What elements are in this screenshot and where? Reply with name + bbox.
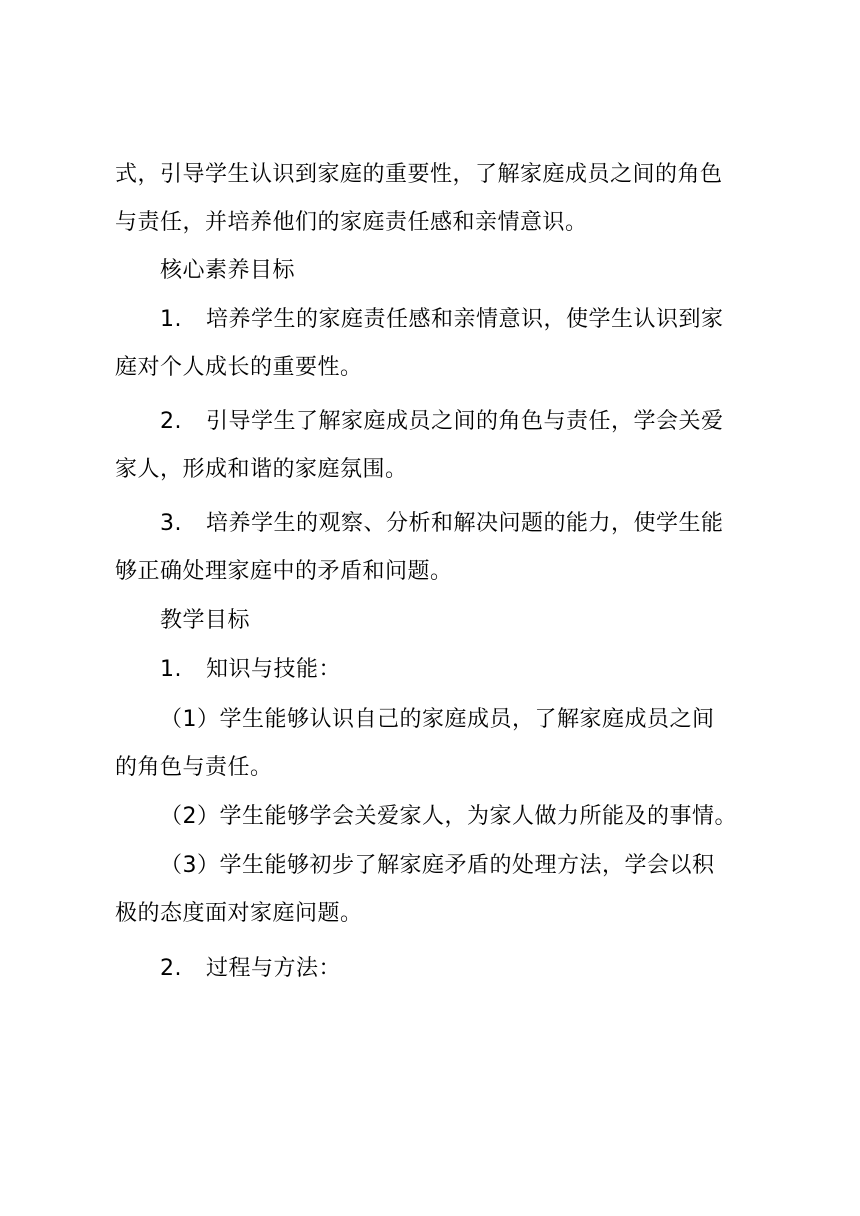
list-number: 1.: [160, 657, 182, 682]
list-number: 2.: [160, 409, 182, 434]
list-item-text: 培养学生的观察、分析和解决问题的能力，使学生能: [206, 511, 724, 536]
list-number: 3.: [160, 511, 182, 536]
sub-item-3: （3）学生能够初步了解家庭矛盾的处理方法，学会以积: [160, 853, 715, 878]
paragraph-line: 式，引导学生认识到家庭的重要性，了解家庭成员之间的角色: [115, 162, 723, 187]
paragraph-line: 庭对个人成长的重要性。: [115, 355, 363, 380]
paragraph-line: 够正确处理家庭中的矛盾和问题。: [115, 559, 453, 584]
paragraph-line: 极的态度面对家庭问题。: [115, 901, 363, 926]
paragraph-line: 家人，形成和谐的家庭氛围。: [115, 457, 408, 482]
list-number: 2.: [160, 956, 182, 981]
list-item-text: 过程与方法：: [206, 956, 342, 981]
list-item-3: [160, 509, 724, 539]
list-item-process: [160, 954, 341, 984]
list-item-knowledge: [160, 655, 341, 685]
list-item-text: 知识与技能：: [206, 657, 342, 682]
list-item-1: [160, 305, 724, 335]
sub-item-1: （1）学生能够认识自己的家庭成员，了解家庭成员之间: [160, 707, 715, 732]
list-item-text: 引导学生了解家庭成员之间的角色与责任，学会关爱: [206, 409, 724, 434]
section-heading-teaching-goals: 教学目标: [160, 608, 251, 633]
section-heading-core-literacy: 核心素养目标: [160, 258, 296, 283]
paragraph-line: 的角色与责任。: [115, 755, 273, 780]
paragraph-line: 与责任，并培养他们的家庭责任感和亲情意识。: [115, 210, 588, 235]
sub-item-2: （2）学生能够学会关爱家人，为家人做力所能及的事情。: [160, 804, 737, 829]
list-item-2: [160, 407, 724, 437]
list-number: 1.: [160, 307, 182, 332]
list-item-text: 培养学生的家庭责任感和亲情意识，使学生认识到家: [206, 307, 724, 332]
